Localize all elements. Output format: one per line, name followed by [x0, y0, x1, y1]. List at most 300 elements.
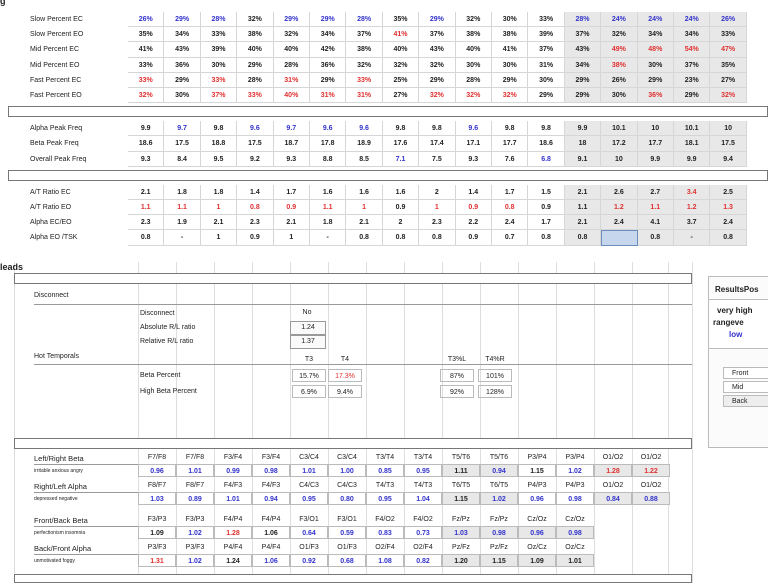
- metric-cell[interactable]: 9.8: [201, 121, 237, 136]
- metric-cell[interactable]: 2: [383, 215, 419, 230]
- metric-cell[interactable]: 34%: [638, 27, 674, 42]
- metric-cell[interactable]: 29%: [274, 12, 310, 27]
- metric-cell[interactable]: 9.9: [565, 121, 601, 136]
- ratio-value[interactable]: 0.68: [328, 554, 366, 567]
- metric-cell[interactable]: 2.3: [419, 215, 455, 230]
- ratio-value[interactable]: 0.89: [176, 492, 214, 505]
- metric-cell[interactable]: 18.9: [346, 136, 382, 151]
- metric-cell[interactable]: 34%: [565, 58, 601, 73]
- metric-cell[interactable]: 29%: [674, 88, 710, 103]
- metric-cell[interactable]: 9.2: [237, 152, 273, 167]
- metric-cell[interactable]: 10.1: [674, 121, 710, 136]
- metric-cell[interactable]: 0.8: [419, 230, 455, 245]
- metric-cell[interactable]: 32%: [456, 88, 492, 103]
- metric-cell[interactable]: 36%: [164, 58, 200, 73]
- metric-cell[interactable]: 38%: [456, 27, 492, 42]
- metric-cell[interactable]: 33%: [201, 27, 237, 42]
- metric-cell[interactable]: 9.3: [128, 152, 164, 167]
- metric-cell[interactable]: 54%: [674, 42, 710, 57]
- metric-cell[interactable]: 0.8: [710, 230, 746, 245]
- ratio-value[interactable]: 1.01: [556, 554, 594, 567]
- metric-cell[interactable]: 18.6: [128, 136, 164, 151]
- metric-cell[interactable]: -: [674, 230, 710, 245]
- metric-cell[interactable]: 2.1: [274, 215, 310, 230]
- ratio-value[interactable]: 1.15: [518, 464, 556, 477]
- metric-cell[interactable]: 34%: [674, 27, 710, 42]
- metric-cell[interactable]: 17.4: [419, 136, 455, 151]
- metric-cell[interactable]: 17.5: [237, 136, 273, 151]
- metric-cell[interactable]: 1.3: [710, 200, 746, 215]
- metric-cell[interactable]: 2.4: [710, 215, 746, 230]
- metric-cell[interactable]: 1.1: [565, 200, 601, 215]
- ratio-value[interactable]: 1.22: [632, 464, 670, 477]
- metric-cell[interactable]: 9.6: [237, 121, 273, 136]
- metric-cell[interactable]: 1.1: [638, 200, 674, 215]
- metric-cell[interactable]: 24%: [638, 12, 674, 27]
- metric-cell[interactable]: 9.9: [128, 121, 164, 136]
- metric-cell[interactable]: 33%: [237, 88, 273, 103]
- metric-cell[interactable]: 1.7: [492, 185, 528, 200]
- metric-cell[interactable]: 33%: [710, 27, 746, 42]
- metric-cell[interactable]: 2.1: [565, 185, 601, 200]
- ratio-value[interactable]: 1.00: [328, 464, 366, 477]
- metric-cell[interactable]: 23%: [674, 73, 710, 88]
- metric-cell[interactable]: 47%: [710, 42, 746, 57]
- metric-cell[interactable]: 33%: [346, 73, 382, 88]
- ratio-value[interactable]: 1.31: [138, 554, 176, 567]
- metric-cell[interactable]: 0.9: [383, 200, 419, 215]
- metric-cell[interactable]: 1.6: [383, 185, 419, 200]
- ratio-value[interactable]: 1.09: [518, 554, 556, 567]
- metric-cell[interactable]: 17.2: [601, 136, 637, 151]
- metric-cell[interactable]: 18.7: [274, 136, 310, 151]
- metric-cell[interactable]: 30%: [492, 12, 528, 27]
- disconnect-row-value[interactable]: No: [302, 309, 312, 316]
- metric-cell[interactable]: 18.8: [201, 136, 237, 151]
- metric-cell[interactable]: 38%: [601, 58, 637, 73]
- metric-cell[interactable]: 38%: [346, 42, 382, 57]
- metric-cell[interactable]: 32%: [456, 12, 492, 27]
- metric-cell[interactable]: 28%: [237, 73, 273, 88]
- ratio-value[interactable]: 1.28: [594, 464, 632, 477]
- metric-cell[interactable]: 30%: [601, 88, 637, 103]
- metric-cell[interactable]: 30%: [201, 58, 237, 73]
- metric-cell[interactable]: 4.1: [638, 215, 674, 230]
- metric-cell[interactable]: 1.8: [164, 185, 200, 200]
- metric-cell[interactable]: 26%: [128, 12, 164, 27]
- metric-cell[interactable]: 41%: [128, 42, 164, 57]
- metric-cell[interactable]: 39%: [528, 27, 564, 42]
- metric-cell[interactable]: 10: [601, 152, 637, 167]
- metric-cell[interactable]: 2.4: [492, 215, 528, 230]
- disconnect-row-value[interactable]: 1.24: [290, 321, 326, 335]
- metric-cell[interactable]: 7.5: [419, 152, 455, 167]
- metric-cell[interactable]: 9.8: [528, 121, 564, 136]
- metric-cell[interactable]: 28%: [565, 12, 601, 27]
- metric-cell[interactable]: 10.1: [601, 121, 637, 136]
- metric-cell[interactable]: 35%: [128, 27, 164, 42]
- metric-cell[interactable]: 33%: [128, 73, 164, 88]
- metric-row-label: Slow Percent EO: [30, 31, 84, 39]
- ratio-value[interactable]: 1.03: [138, 492, 176, 505]
- metric-cell[interactable]: 40%: [237, 42, 273, 57]
- metric-cell[interactable]: 17.7: [492, 136, 528, 151]
- metric-cell[interactable]: 26%: [710, 12, 746, 27]
- metric-cell[interactable]: 9.8: [419, 121, 455, 136]
- ratio-header: C3/C4: [337, 454, 357, 461]
- metric-cell[interactable]: 1.8: [310, 215, 346, 230]
- metric-cell[interactable]: 1.2: [601, 200, 637, 215]
- metric-cell[interactable]: 9.7: [274, 121, 310, 136]
- metric-cell[interactable]: 37%: [565, 27, 601, 42]
- metric-cell[interactable]: 9.9: [638, 152, 674, 167]
- metric-cell[interactable]: 30%: [492, 58, 528, 73]
- metric-cell[interactable]: 9.8: [492, 121, 528, 136]
- metric-cell[interactable]: 0.8: [346, 230, 382, 245]
- metric-cell[interactable]: 37%: [201, 88, 237, 103]
- ratio-value[interactable]: 0.94: [480, 464, 518, 477]
- metric-cell[interactable]: 1.6: [346, 185, 382, 200]
- metric-cell[interactable]: 17.1: [456, 136, 492, 151]
- metric-cell[interactable]: 29%: [164, 73, 200, 88]
- metric-cell[interactable]: 30%: [164, 88, 200, 103]
- ratio-value[interactable]: 0.88: [632, 492, 670, 505]
- ratio-value[interactable]: 0.96: [518, 526, 556, 539]
- metric-cell[interactable]: 29%: [565, 73, 601, 88]
- metric-cell[interactable]: 42%: [310, 42, 346, 57]
- disconnect-row-label: Absolute R/L ratio: [140, 324, 196, 331]
- metric-cell[interactable]: 24%: [601, 12, 637, 27]
- metric-cell[interactable]: 9.1: [565, 152, 601, 167]
- hot-temporal-value[interactable]: 9.4%: [328, 385, 362, 398]
- metric-cell[interactable]: 2.6: [601, 185, 637, 200]
- metric-cell[interactable]: 7.6: [492, 152, 528, 167]
- metric-cell[interactable]: 7.1: [383, 152, 419, 167]
- metric-cell[interactable]: 0.7: [492, 230, 528, 245]
- results-back: Back: [723, 395, 768, 407]
- metric-cell[interactable]: 0.9: [237, 230, 273, 245]
- metric-cell[interactable]: 35%: [710, 58, 746, 73]
- ratio-value[interactable]: 1.15: [480, 554, 518, 567]
- ratio-value[interactable]: 1.01: [290, 464, 328, 477]
- legend-range: rangeve: [713, 318, 744, 327]
- metric-cell[interactable]: 2: [419, 185, 455, 200]
- metric-cell[interactable]: 1.4: [456, 185, 492, 200]
- metric-cell[interactable]: 1.7: [274, 185, 310, 200]
- metric-cell[interactable]: 30%: [638, 58, 674, 73]
- metric-cell[interactable]: 49%: [601, 42, 637, 57]
- metric-cell[interactable]: 32%: [419, 58, 455, 73]
- metric-cell[interactable]: 28%: [346, 12, 382, 27]
- metric-cell[interactable]: 0.9: [456, 200, 492, 215]
- metric-cell[interactable]: 1.1: [310, 200, 346, 215]
- metric-cell[interactable]: 1.9: [164, 215, 200, 230]
- ratio-value[interactable]: 0.94: [252, 492, 290, 505]
- metric-cell[interactable]: 31%: [528, 58, 564, 73]
- metric-cell[interactable]: 0.8: [492, 200, 528, 215]
- metric-cell[interactable]: 38%: [492, 27, 528, 42]
- ratio-value[interactable]: 0.98: [556, 526, 594, 539]
- ratio-value[interactable]: 0.64: [290, 526, 328, 539]
- metric-cell[interactable]: 34%: [164, 27, 200, 42]
- ratio-header: P3/P4: [565, 454, 585, 461]
- ratio-value[interactable]: 1.01: [176, 464, 214, 477]
- metric-cell[interactable]: 9.6: [346, 121, 382, 136]
- ratio-value[interactable]: 1.06: [252, 526, 290, 539]
- metric-cell[interactable]: 9.6: [310, 121, 346, 136]
- metric-cell[interactable]: 36%: [310, 58, 346, 73]
- metric-cell[interactable]: 31%: [274, 73, 310, 88]
- metric-cell[interactable]: 10: [710, 121, 746, 136]
- metric-cell[interactable]: 8.5: [346, 152, 382, 167]
- metric-cell[interactable]: 40%: [383, 42, 419, 57]
- hot-temporal-value[interactable]: 101%: [478, 369, 512, 382]
- metric-cell[interactable]: 2.3: [237, 215, 273, 230]
- ratio-value[interactable]: 1.28: [214, 526, 252, 539]
- metric-cell[interactable]: 32%: [274, 27, 310, 42]
- ratio-value[interactable]: 1.06: [252, 554, 290, 567]
- metric-cell[interactable]: 29%: [419, 73, 455, 88]
- metric-cell[interactable]: 6.8: [528, 152, 564, 167]
- metric-cell[interactable]: 0.8: [383, 230, 419, 245]
- ratio-value[interactable]: 0.73: [404, 526, 442, 539]
- metric-cell[interactable]: 33%: [528, 12, 564, 27]
- metric-cell[interactable]: 1.1: [128, 200, 164, 215]
- ratio-value[interactable]: 1.09: [138, 526, 176, 539]
- metric-cell[interactable]: 29%: [419, 12, 455, 27]
- metric-cell[interactable]: 1.7: [528, 215, 564, 230]
- metric-cell[interactable]: 1.2: [674, 200, 710, 215]
- metric-cell[interactable]: 27%: [710, 73, 746, 88]
- metric-cell[interactable]: 48%: [638, 42, 674, 57]
- metric-cell[interactable]: 29%: [638, 73, 674, 88]
- ratio-note: unmotivated foggy: [34, 558, 75, 564]
- hot-temporal-value[interactable]: 15.7%: [292, 369, 326, 382]
- hot-temporal-value[interactable]: 6.9%: [292, 385, 326, 398]
- metric-cell[interactable]: 0.8: [237, 200, 273, 215]
- metric-cell[interactable]: 32%: [419, 88, 455, 103]
- metric-cell[interactable]: 17.8: [310, 136, 346, 151]
- metric-cell[interactable]: 32%: [492, 88, 528, 103]
- metric-cell[interactable]: 0.9: [456, 230, 492, 245]
- ratio-value[interactable]: 0.92: [290, 554, 328, 567]
- ratio-value[interactable]: 0.85: [366, 464, 404, 477]
- metric-cell[interactable]: 40%: [456, 42, 492, 57]
- metric-cell[interactable]: 40%: [274, 88, 310, 103]
- ratio-value[interactable]: 1.03: [442, 526, 480, 539]
- ratio-value[interactable]: 1.02: [556, 464, 594, 477]
- metric-cell[interactable]: 1: [274, 230, 310, 245]
- metric-cell[interactable]: 9.4: [710, 152, 746, 167]
- metric-cell[interactable]: 35%: [383, 12, 419, 27]
- ratio-value[interactable]: 0.83: [366, 526, 404, 539]
- metric-cell[interactable]: 37%: [528, 42, 564, 57]
- metric-cell[interactable]: 2.2: [456, 215, 492, 230]
- metric-cell[interactable]: 17.7: [638, 136, 674, 151]
- metric-cell[interactable]: 8.8: [310, 152, 346, 167]
- metric-row-label: Alpha Peak Freq: [30, 125, 83, 133]
- metric-cell[interactable]: 1.5: [528, 185, 564, 200]
- hot-temporal-value[interactable]: 128%: [478, 385, 512, 398]
- metric-cell[interactable]: 31%: [310, 88, 346, 103]
- metric-cell[interactable]: 29%: [237, 58, 273, 73]
- metric-cell[interactable]: 32%: [237, 12, 273, 27]
- metric-cell[interactable]: 9.5: [201, 152, 237, 167]
- ratio-value[interactable]: 0.98: [252, 464, 290, 477]
- ratio-value[interactable]: 0.80: [328, 492, 366, 505]
- metric-cell[interactable]: 1.8: [201, 185, 237, 200]
- metric-cell[interactable]: 32%: [128, 88, 164, 103]
- metric-cell[interactable]: 9.3: [456, 152, 492, 167]
- metric-cell[interactable]: 40%: [274, 42, 310, 57]
- metric-cell[interactable]: 36%: [638, 88, 674, 103]
- metric-cell[interactable]: 31%: [346, 88, 382, 103]
- metric-cell[interactable]: 1.6: [310, 185, 346, 200]
- metric-cell[interactable]: 43%: [164, 42, 200, 57]
- metric-cell[interactable]: 9.7: [164, 121, 200, 136]
- metric-cell[interactable]: 18.6: [528, 136, 564, 151]
- ratio-value[interactable]: 1.15: [442, 492, 480, 505]
- metric-cell[interactable]: 9.6: [456, 121, 492, 136]
- metric-cell[interactable]: 41%: [492, 42, 528, 57]
- metric-cell[interactable]: 33%: [201, 73, 237, 88]
- metric-cell[interactable]: 3.7: [674, 215, 710, 230]
- ratio-value[interactable]: 0.82: [404, 554, 442, 567]
- metric-cell[interactable]: 30%: [456, 58, 492, 73]
- metric-cell[interactable]: 29%: [310, 73, 346, 88]
- metric-cell[interactable]: 43%: [419, 42, 455, 57]
- metric-cell[interactable]: 29%: [565, 88, 601, 103]
- ratio-value[interactable]: 0.99: [214, 464, 252, 477]
- metric-cell[interactable]: 28%: [274, 58, 310, 73]
- ratio-value[interactable]: 0.95: [366, 492, 404, 505]
- metric-cell[interactable]: 29%: [310, 12, 346, 27]
- ratio-value[interactable]: 1.20: [442, 554, 480, 567]
- metric-cell[interactable]: 0.9: [274, 200, 310, 215]
- metric-cell[interactable]: 29%: [492, 73, 528, 88]
- ratio-value[interactable]: 1.11: [442, 464, 480, 477]
- metric-cell[interactable]: 32%: [601, 27, 637, 42]
- metric-cell[interactable]: 33%: [128, 58, 164, 73]
- metric-cell[interactable]: 2.1: [201, 215, 237, 230]
- results-front: Front: [723, 367, 768, 379]
- metric-cell[interactable]: 2.4: [601, 215, 637, 230]
- metric-cell[interactable]: 9.8: [383, 121, 419, 136]
- ratio-value[interactable]: 1.02: [176, 554, 214, 567]
- ratio-header: F7/F8: [147, 454, 167, 461]
- metric-cell[interactable]: 1.4: [237, 185, 273, 200]
- ratio-value[interactable]: 0.59: [328, 526, 366, 539]
- metric-cell[interactable]: 17.6: [383, 136, 419, 151]
- metric-cell[interactable]: 37%: [674, 58, 710, 73]
- metric-cell[interactable]: 0.8: [128, 230, 164, 245]
- metric-cell[interactable]: 0.9: [528, 200, 564, 215]
- hot-temporal-value[interactable]: 17.3%: [328, 369, 362, 382]
- ratio-value[interactable]: 1.01: [214, 492, 252, 505]
- metric-cell[interactable]: 25%: [383, 73, 419, 88]
- metric-cell[interactable]: 37%: [419, 27, 455, 42]
- metric-cell[interactable]: 27%: [383, 88, 419, 103]
- ratio-value[interactable]: 1.24: [214, 554, 252, 567]
- metric-cell[interactable]: 0.8: [638, 230, 674, 245]
- metric-cell[interactable]: 3.4: [674, 185, 710, 200]
- metric-cell[interactable]: 0.8: [528, 230, 564, 245]
- metric-cell[interactable]: 1.1: [164, 200, 200, 215]
- metric-cell[interactable]: 17.5: [164, 136, 200, 151]
- metric-cell[interactable]: 10: [638, 121, 674, 136]
- ratio-value[interactable]: 0.95: [404, 464, 442, 477]
- metric-cell[interactable]: 2.1: [128, 185, 164, 200]
- metric-cell[interactable]: 2.1: [346, 215, 382, 230]
- ratio-value[interactable]: 0.84: [594, 492, 632, 505]
- hot-temporal-value[interactable]: 87%: [440, 369, 474, 382]
- metric-cell[interactable]: 43%: [565, 42, 601, 57]
- metric-cell[interactable]: 1: [419, 200, 455, 215]
- metric-cell[interactable]: 34%: [310, 27, 346, 42]
- metric-cell[interactable]: 2.3: [128, 215, 164, 230]
- metric-cell[interactable]: 2.7: [638, 185, 674, 200]
- ratio-header: C4/C3: [337, 482, 357, 489]
- metric-cell[interactable]: 18.1: [674, 136, 710, 151]
- metric-cell[interactable]: 29%: [164, 12, 200, 27]
- ratio-value[interactable]: 1.08: [366, 554, 404, 567]
- metric-cell[interactable]: 41%: [383, 27, 419, 42]
- metric-cell[interactable]: [601, 230, 637, 245]
- metric-cell[interactable]: 28%: [456, 73, 492, 88]
- ratio-header: T3/T4: [413, 454, 433, 461]
- metric-cell[interactable]: 32%: [383, 58, 419, 73]
- ratio-value[interactable]: 0.96: [518, 492, 556, 505]
- metric-cell[interactable]: 17.5: [710, 136, 746, 151]
- metric-cell[interactable]: -: [310, 230, 346, 245]
- metric-cell[interactable]: 37%: [346, 27, 382, 42]
- metric-cell[interactable]: 24%: [674, 12, 710, 27]
- ratio-value[interactable]: 0.98: [480, 526, 518, 539]
- metric-cell[interactable]: 9.3: [274, 152, 310, 167]
- metric-cell[interactable]: 32%: [346, 58, 382, 73]
- ratio-value[interactable]: 0.95: [290, 492, 328, 505]
- metric-cell[interactable]: 29%: [528, 88, 564, 103]
- metric-cell[interactable]: 26%: [601, 73, 637, 88]
- ratio-value[interactable]: 1.02: [480, 492, 518, 505]
- ratio-header: Cz/Oz: [565, 516, 585, 523]
- ratio-section-band: [14, 438, 692, 449]
- metric-cell[interactable]: 2.1: [565, 215, 601, 230]
- hot-temporals-title: Hot Temporals: [34, 353, 80, 360]
- metric-cell[interactable]: 9.9: [674, 152, 710, 167]
- metric-cell[interactable]: 2.5: [710, 185, 746, 200]
- metric-cell[interactable]: -: [164, 230, 200, 245]
- metric-cell[interactable]: 18: [565, 136, 601, 151]
- metric-cell[interactable]: 30%: [528, 73, 564, 88]
- ratio-value[interactable]: 0.96: [138, 464, 176, 477]
- metric-cell[interactable]: 1: [201, 230, 237, 245]
- metric-cell[interactable]: 0.8: [565, 230, 601, 245]
- metric-cell[interactable]: 32%: [710, 88, 746, 103]
- ratio-value[interactable]: 1.04: [404, 492, 442, 505]
- metric-cell[interactable]: 39%: [201, 42, 237, 57]
- metric-cell[interactable]: 28%: [201, 12, 237, 27]
- metric-cell[interactable]: 1: [201, 200, 237, 215]
- disconnect-row-value[interactable]: 1.37: [290, 335, 326, 349]
- hot-temporal-value[interactable]: 92%: [440, 385, 474, 398]
- ratio-value[interactable]: 1.02: [176, 526, 214, 539]
- metric-cell[interactable]: 8.4: [164, 152, 200, 167]
- ratio-value[interactable]: 0.98: [556, 492, 594, 505]
- ratio-header: F4/F3: [261, 482, 281, 489]
- metric-cell[interactable]: 1: [346, 200, 382, 215]
- metric-cell[interactable]: 38%: [237, 27, 273, 42]
